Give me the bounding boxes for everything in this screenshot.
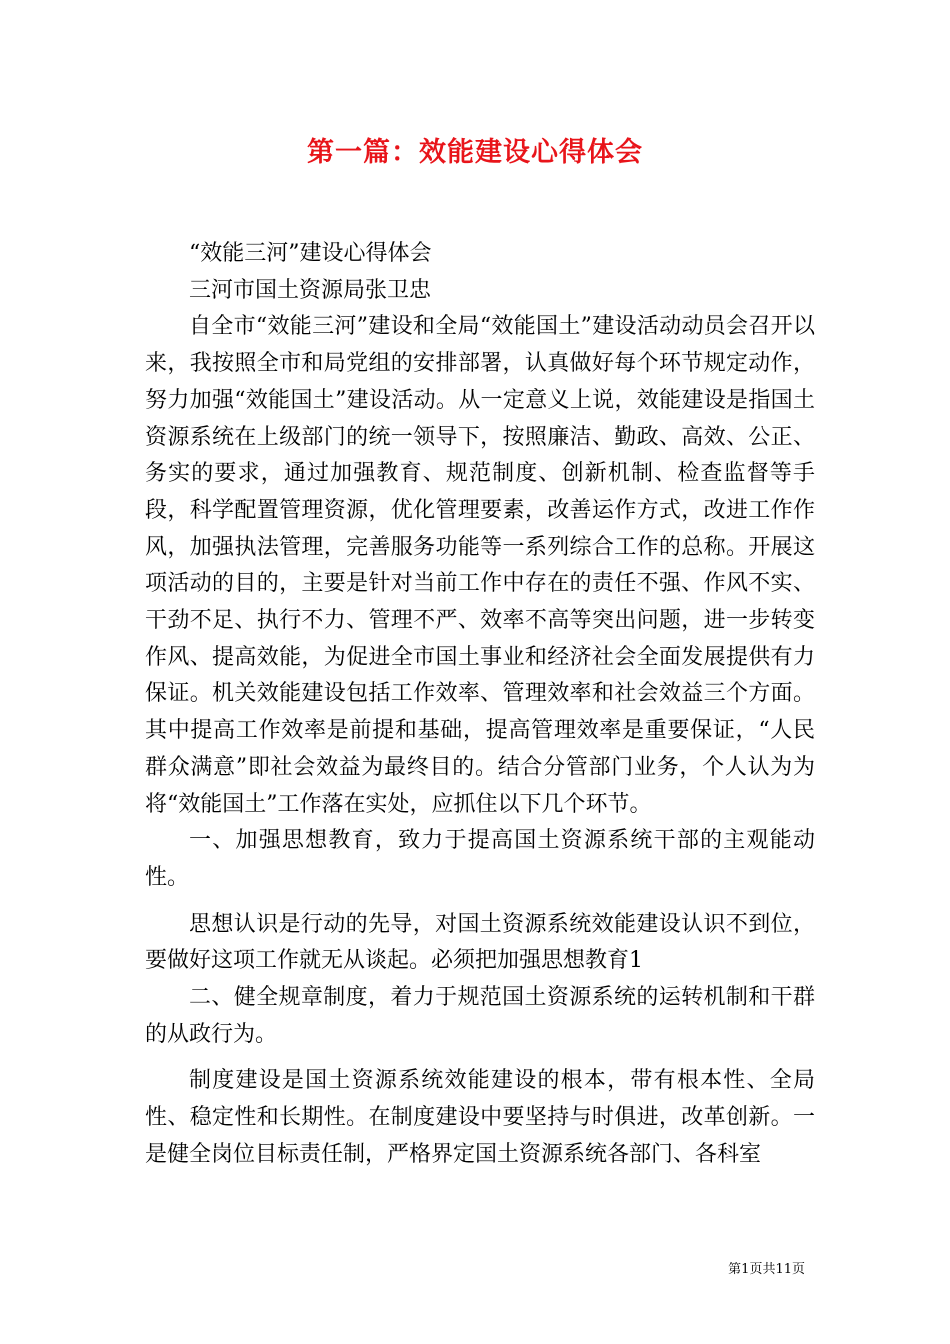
paragraph-section-1: 思想认识是行动的先导，对国土资源系统效能建设认识不到位，要做好这项工作就无从谈起。必须把加强思想教育1: [145, 911, 815, 974]
document-body: [145, 236, 815, 1174]
subtitle: “效能三河”建设心得体会: [189, 241, 432, 266]
paragraph-intro: 自全市“效能三河”建设和全局“效能国土”建设活动动员会召开以来，我按照全市和局党组的安排部署，认真做好每个环节规定动作，努力加强“效能国土”建设活动。从一定意义上说，效能建设是指国土资源系统在上级部门的统一领导下，按照廉洁、勤政、高效、公正、务实的要求，通过加强教育、规范制度、创新机制、检查监督等手段，科学配置管理资源，优化管理要素，改善运作方式，改进工作作风，加强执法管理，完善服务功能等一系列综合工作的总称。开展这项活动的目的，主要是针对当前工作中存在的责任不强、作风不实、干劲不足、执行不力、管理不严、效率不高等突出问题，进一步转变作风、提高效能，为促进全市国土事业和经济社会全面发展提供有力保证。机关效能建设包括工作效率、管理效率和社会效益三个方面。其中提高工作效率是前提和基础，提高管理效率是重要保证，“人民群众满意”即社会效益为最终目的。结合分管部门业务，个人认为为将“效能国土”工作落在实处，应抓住以下几个环节。: [145, 314, 815, 817]
section-heading-2: 二、健全规章制度，着力于规范国土资源系统的运转机制和干群的从政行为。: [145, 985, 815, 1047]
document-title: 第一篇：效能建设心得体会: [307, 137, 643, 168]
page-number-footer: 第1页共11页: [728, 1262, 805, 1277]
paragraph-section-2: 制度建设是国土资源系统效能建设的根本，带有根本性、全局性、稳定性和长期性。在制度建设中要坚持与时俱进，改革创新。一是健全岗位目标责任制，严格界定国土资源系统各部门、各科室: [145, 1068, 815, 1167]
section-heading-1: 一、加强思想教育，致力于提高国土资源系统干部的主观能动性。: [145, 828, 815, 890]
author-line: 三河市国土资源局张卫忠: [189, 277, 432, 303]
